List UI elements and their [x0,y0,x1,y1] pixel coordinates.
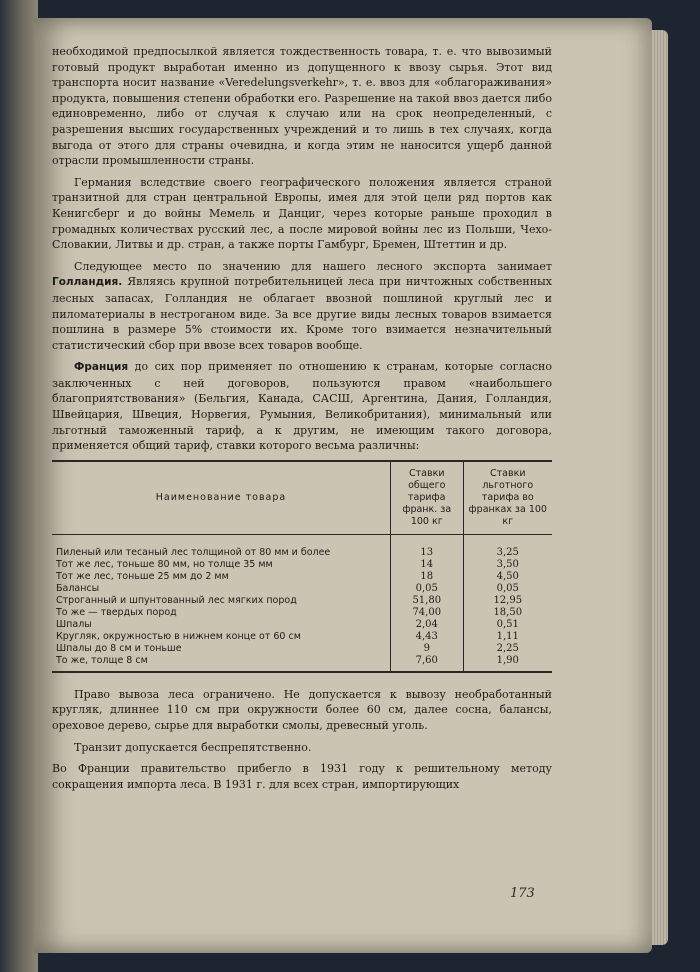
paragraph-france [52,359,552,454]
row-name: Балансы [56,582,100,594]
table-row [52,571,552,583]
row-name: Тот же лес, тоньше 25 мм до 2 мм [56,570,229,582]
row-name: То же — твердых пород [56,606,177,618]
table-row [52,583,552,595]
row-name: Шпалы до 8 см и тоньше [56,642,182,654]
row-preferential: 18,50 [463,607,552,619]
table-row [52,534,552,559]
paragraph-export-restriction: Право вывоза леса ограничено. Не допускается к вывозу необработанный кругляк, длиннее 110 см при окружности более 60 см, далее сосна, балансы, ореховое дерево, сырье для выработки смолы, древесный уголь. [52,687,552,733]
row-general: 14 [391,559,464,571]
row-general: 13 [391,534,464,559]
row-general: 0,05 [391,583,464,595]
paragraph-germany: Германия вследствие своего географического положения является страной транзитной для стран центральной Европы, имея для этой цели ряд портов как Кенигсберг и до войны Мемель и Данциг, через которые раньше проходил в громадных количествах русский лес, а после мировой войны лес из Польши, Чехо-Словакии, Литвы и др. стран, а также порты Гамбург, Бремен, Штеттин и др. [52,175,552,252]
row-name: Кругляк, окружностью в нижнем конце от 60 см [56,630,301,642]
france-heading: Франция [74,361,129,374]
row-preferential: 0,51 [463,619,552,631]
table-row [52,619,552,631]
table-row [52,643,552,655]
table-row [52,559,552,571]
row-preferential: 12,95 [463,595,552,607]
previous-page-edge [0,0,38,972]
row-general: 9 [391,643,464,655]
row-preferential: 0,05 [463,583,552,595]
row-name: Тот же лес, тоньше 80 мм, но толще 35 мм [56,558,273,570]
table-row [52,607,552,619]
row-preferential: 3,50 [463,559,552,571]
row-preferential: 1,11 [463,631,552,643]
row-name: Строганный и шпунтованный лес мягких пород [56,594,297,606]
row-preferential: 3,25 [463,534,552,559]
row-general: 18 [391,571,464,583]
header-preferential-tariff: Ставки льготного тарифа во франках за 100 кг [463,462,552,535]
row-preferential: 4,50 [463,571,552,583]
header-name: Наименование товара [52,462,391,535]
row-general: 74,00 [391,607,464,619]
table-row [52,595,552,607]
page-number: 173 [510,886,535,901]
table-header-row [52,462,552,535]
holland-heading: Голландия. [52,276,123,289]
paragraph-france-1931: Во Франции правительство прибегло в 1931 году к решительному методу сокращения импорта леса. В 1931 г. для всех стран, импортирующих [52,762,552,791]
row-preferential: 2,25 [463,643,552,655]
row-name: Шпалы [56,618,92,630]
paragraph-transit: Транзит допускается беспрепятственно. [74,740,312,754]
row-general: 4,43 [391,631,464,643]
holland-lead: Следующее место по значению для нашего лесного экспорта занимает [74,259,552,273]
header-general-tariff: Ставки общего тарифа франк. за 100 кг [391,462,464,535]
paragraph-holland [52,259,552,354]
row-name: Пиленый или тесаный лес толщиной от 80 мм и более [56,546,331,558]
row-general: 7,60 [391,655,464,672]
row-preferential: 1,90 [463,655,552,672]
row-general: 2,04 [391,619,464,631]
page-content [52,44,552,798]
tariff-table [52,462,552,673]
row-general: 51,80 [391,595,464,607]
table-row [52,655,552,672]
table-row [52,631,552,643]
paragraph-intro: необходимой предпосылкой является тождественность товара, т. е. что вывозимый готовый продукт выработан именно из допущенного к ввозу сырья. Этот вид транспорта носит название «Veredelungsverkehr», т. е. ввоз для «облагораживания» продукта, повышения степени обработки его. Разрешение на такой ввоз дается либо единовременно, либо от случая к случаю или на срок неопределенный, с разрешения высших государственных учреждений и то лишь в тех случаях, когда выгода от этого для страны очевидна, и когда этим не наносится ущерб данной отрасли промышленности страны. [52,45,552,168]
row-name: То же, толще 8 см [52,655,391,672]
france-text: до сих пор применяет по отношению к странам, которые согласно заключенных с ней договоров, пользуются правом «наибольшего благоприятствования» (Бельгия, Канада, САСШ, Аргентина, Дания, Голландия, Швейцария, Швеция, Норвегия, Румыния, Великобритания), минимальный или льготный таможенный тариф, а к другим, не имеющим такого договора, применяется общий тариф, ставки которого весьма различны: [52,360,552,453]
holland-text: Являясь крупной потребительницей леса при ничтожных собственных лесных запасах, Голландия не облагает ввозной пошлиной круглый лес и пиломатериалы в нестроганом виде. За все другие виды лесных товаров взимается пошлина в размере 5% стоимости их. Кроме того взимается незначительный статистический сбор при ввозе всех товаров вообще. [52,275,552,352]
text-after-table [52,687,552,793]
